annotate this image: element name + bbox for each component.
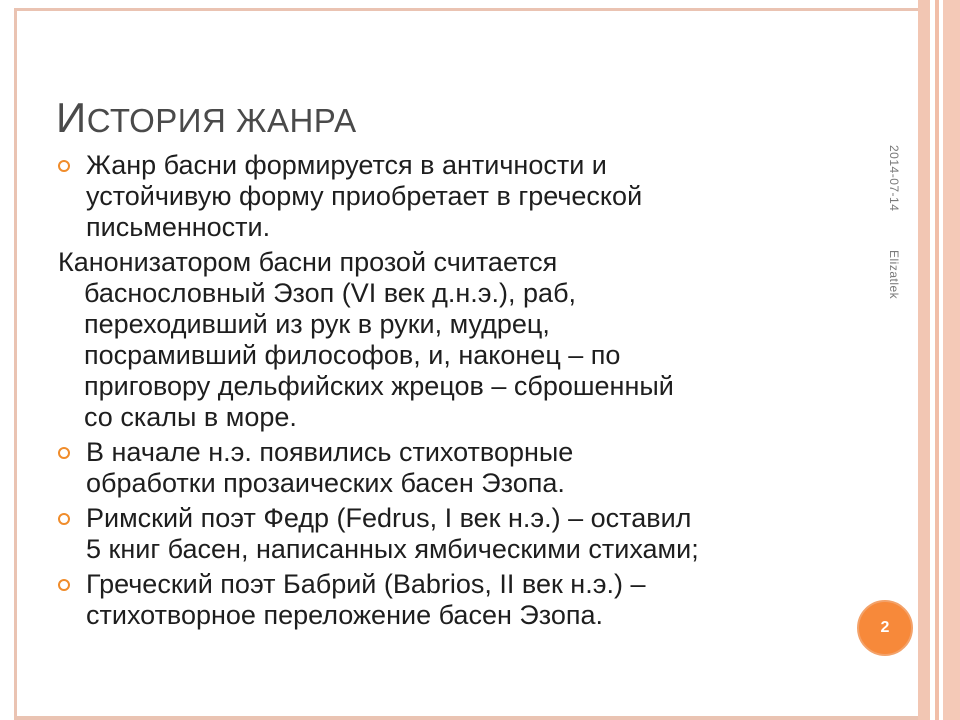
bullet-paragraph xyxy=(58,437,828,499)
paragraph-line: приговору дельфийских жрецов – сброшенный xyxy=(84,371,674,401)
title-rest: СТОРИЯ ЖАНРА xyxy=(86,102,357,139)
decorative-stripe xyxy=(918,0,930,720)
bullet-circle-icon xyxy=(58,447,70,459)
frame-top-line xyxy=(14,8,930,11)
paragraph-line: баснословный Эзоп (VI век д.н.э.), раб, xyxy=(84,278,577,308)
paragraph-line: со скалы в море. xyxy=(84,402,297,432)
title-initial: И xyxy=(56,94,87,141)
frame-bottom-line xyxy=(14,716,930,720)
paragraph-line: 5 книг басен, написанных ямбическими стихами; xyxy=(86,534,699,564)
paragraph-line: посрамивший философов, и, наконец – по xyxy=(84,340,621,370)
paragraph-line: переходивший из рук в руки, мудрец, xyxy=(84,309,550,339)
slide-title xyxy=(56,96,756,143)
bullet-circle-icon xyxy=(58,513,70,525)
bullet-paragraph xyxy=(58,150,828,243)
paragraph-line: устойчивую форму приобретает в греческой xyxy=(86,181,643,211)
frame-left-line xyxy=(14,8,17,720)
paragraph-line: В начале н.э. появились стихотворные xyxy=(86,437,574,467)
paragraph-line: письменности. xyxy=(86,212,271,242)
plain-paragraph xyxy=(58,247,828,433)
bullet-paragraph xyxy=(58,503,828,565)
bullet-paragraph xyxy=(58,569,828,631)
paragraph-line: стихотворное переложение басен Эзопа. xyxy=(86,600,604,630)
paragraph-line: Римский поэт Федр (Fedrus, I век н.э.) – оставил xyxy=(86,503,692,533)
paragraph-line: Жанр басни формируется в античности и xyxy=(86,150,607,180)
bullet-circle-icon xyxy=(58,579,70,591)
paragraph-line: Греческий поэт Бабрий (Babrios, II век н.э.) – xyxy=(86,569,646,599)
bullet-circle-icon xyxy=(58,160,70,172)
slide-author: Elizatlek xyxy=(887,250,901,300)
paragraph-line: обработки прозаических басен Эзопа. xyxy=(86,468,565,498)
slide-date: 2014-07-14 xyxy=(887,145,901,212)
slide-content xyxy=(58,150,828,635)
decorative-stripe xyxy=(943,0,960,720)
paragraph-line: Канонизатором басни прозой считается xyxy=(58,247,558,277)
page-number-badge: 2 xyxy=(857,600,913,656)
